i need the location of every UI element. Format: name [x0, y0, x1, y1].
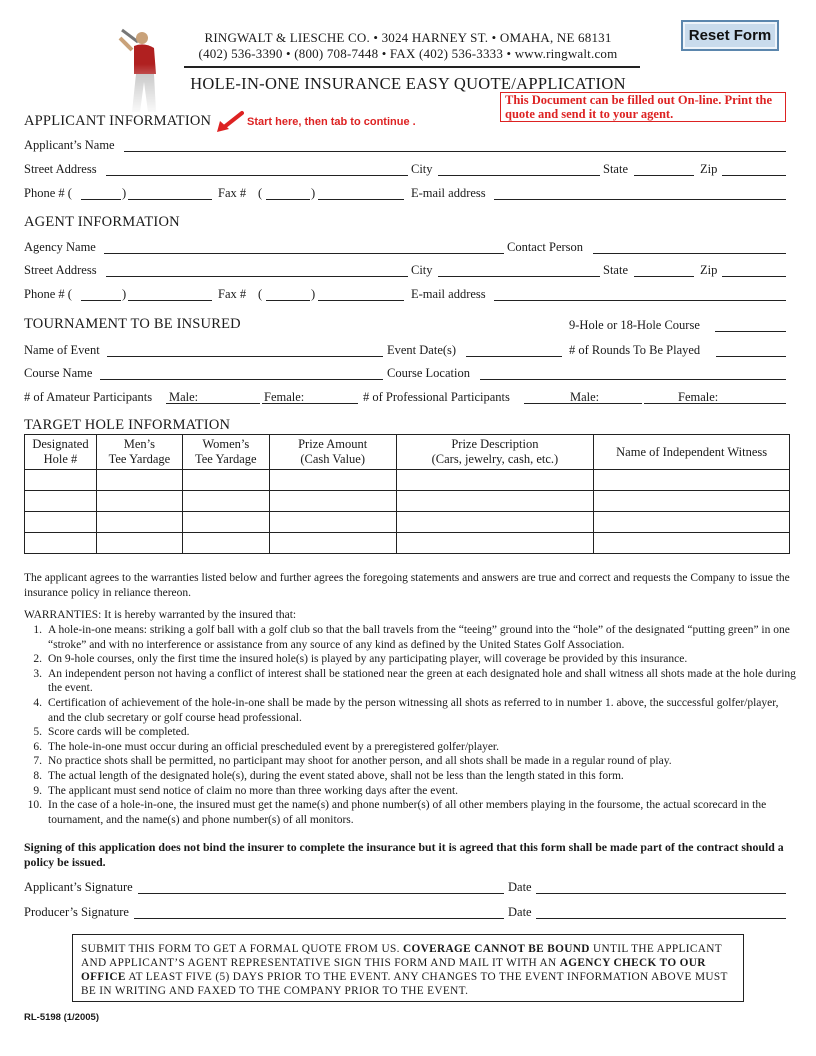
- applicant-street-label: Street Address: [24, 162, 97, 176]
- col-prize-description: [396, 435, 594, 470]
- applicant-zip-field[interactable]: [722, 162, 786, 176]
- form-number: RL-5198 (1/2005): [24, 1012, 99, 1023]
- agent-street-label: Street Address: [24, 263, 97, 277]
- company-contact-line: (402) 536-3390 • (800) 708-7448 • FAX (402) 536-3333 • www.ringwalt.com: [198, 46, 618, 61]
- prize-amount-cell[interactable]: [269, 470, 396, 491]
- agent-fax-field[interactable]: [318, 287, 404, 301]
- col-header-line1: Name of Independent Witness: [616, 444, 768, 459]
- target-hole-table: [24, 434, 790, 554]
- womens-yardage-cell[interactable]: [182, 533, 269, 554]
- agreement-paragraph: The applicant agrees to the warranties listed below and further agrees the foregoing statements and answers are true and correct and requests the Company to issue the insurance policy in reliance thereon.: [24, 572, 790, 599]
- submit-text: AT LEAST FIVE (5) DAYS PRIOR TO THE EVENT. ANY CHANGES TO THE EVENT INFORMATION ABOVE MUST BE IN WRITING AND FAXED TO THE COMPANY PRIOR TO THE EVENT.: [81, 971, 728, 997]
- warranty-text: Certification of achievement of the hole-in-one shall be made by the person witnessing all shots as referred to in number 1. above, the successful golfer/player, and the club secretary or golf course head professional.: [48, 696, 779, 724]
- warranty-item: [24, 725, 796, 740]
- submit-text: UNTIL THE APPLICANT AND APPLICANT’S AGENT REPRESENTATIVE SIGN THIS FORM AND MAIL IT WITH AN: [81, 943, 722, 969]
- table-row: [25, 512, 790, 533]
- agent-city-field[interactable]: [438, 263, 600, 277]
- warranty-item: [24, 769, 796, 784]
- warranty-text: The hole-in-one must occur during an official prescheduled event by a preregistered golfer/player.: [48, 740, 499, 753]
- course-name-label: Course Name: [24, 366, 93, 380]
- agent-phone-area-field[interactable]: [81, 287, 121, 301]
- warranty-item: [24, 623, 796, 652]
- header-rule: [184, 66, 640, 68]
- col-witness: [594, 435, 790, 470]
- warranty-text: No practice shots shall be permitted, no participant may shoot for another person, and all shots shall be made in a regular round of play.: [48, 755, 672, 768]
- witness-cell[interactable]: [594, 512, 790, 533]
- producer-date-field[interactable]: [536, 905, 786, 919]
- applicant-phone-area-field[interactable]: [81, 186, 121, 200]
- applicant-signature-field[interactable]: [138, 880, 504, 894]
- prize-description-cell[interactable]: [396, 491, 594, 512]
- amateur-male-label: Male:: [169, 390, 199, 404]
- agent-state-field[interactable]: [634, 263, 694, 277]
- warranties-intro: WARRANTIES: It is hereby warranted by the insured that:: [24, 609, 297, 621]
- rounds-label: # of Rounds To Be Played: [569, 343, 701, 357]
- form-title: HOLE-IN-ONE INSURANCE EASY QUOTE/APPLICATION: [190, 74, 626, 93]
- mens-yardage-cell[interactable]: [96, 533, 182, 554]
- amateur-female-label: Female:: [264, 390, 305, 404]
- prize-description-cell[interactable]: [396, 512, 594, 533]
- warranty-text: In the case of a hole-in-one, the insured must get the name(s) and phone number(s) of all other members playing in the foursome, the actual scorecard in the tournament, and the name(s) and phone number(s) of all monitors.: [48, 799, 767, 826]
- agent-phone-label: Phone # (: [24, 287, 72, 301]
- warranty-number: 2.: [33, 653, 42, 666]
- col-header-line1: Men’s: [123, 437, 156, 451]
- applicant-name-label: Applicant’s Name: [24, 138, 115, 152]
- event-dates-field[interactable]: [466, 343, 562, 357]
- applicant-state-field[interactable]: [634, 162, 694, 176]
- applicant-fax-paren: ): [311, 186, 316, 200]
- course-name-field[interactable]: [100, 366, 383, 380]
- warranty-number: 4.: [33, 696, 42, 709]
- producer-signature-field[interactable]: [134, 905, 504, 919]
- col-header-line2: Tee Yardage: [108, 452, 171, 466]
- col-header-line2: (Cash Value): [300, 452, 365, 466]
- event-name-field[interactable]: [107, 343, 383, 357]
- applicant-fax-area-field[interactable]: [266, 186, 310, 200]
- womens-yardage-cell[interactable]: [182, 512, 269, 533]
- event-dates-label: Event Date(s): [387, 343, 457, 357]
- agent-section-heading: AGENT INFORMATION: [24, 214, 180, 230]
- red-arrow-icon: [214, 110, 244, 134]
- warranty-number: 10.: [27, 799, 42, 812]
- agent-email-field[interactable]: [494, 287, 786, 301]
- applicant-fax-field[interactable]: [318, 186, 404, 200]
- agent-phone-paren: ): [122, 287, 127, 301]
- warranty-number: 8.: [33, 769, 42, 782]
- agent-email-label: E-mail address: [411, 287, 486, 301]
- warranty-item: [24, 696, 796, 725]
- womens-yardage-cell[interactable]: [182, 491, 269, 512]
- hole-cell[interactable]: [25, 491, 97, 512]
- applicant-signature-label: Applicant’s Signature: [24, 880, 133, 894]
- warranty-text: The applicant must send notice of claim no more than three working days after the event.: [48, 784, 459, 797]
- agency-name-field[interactable]: [104, 240, 504, 254]
- submit-text: SUBMIT THIS FORM TO GET A FORMAL QUOTE FROM US.: [81, 943, 403, 955]
- applicant-state-label: State: [603, 162, 628, 176]
- agent-zip-label: Zip: [700, 263, 718, 277]
- witness-cell[interactable]: [594, 533, 790, 554]
- warranty-number: 9.: [33, 784, 42, 797]
- warranty-number: 7.: [33, 755, 42, 768]
- warranty-text: Score cards will be completed.: [48, 726, 190, 739]
- applicant-city-field[interactable]: [438, 162, 600, 176]
- course-type-field[interactable]: [715, 318, 786, 332]
- col-header-line1: Prize Description: [451, 437, 539, 451]
- hole-cell[interactable]: [25, 470, 97, 491]
- warranty-item: [24, 652, 796, 667]
- col-header-line1: Designated: [32, 437, 89, 451]
- prize-description-cell[interactable]: [396, 470, 594, 491]
- mens-yardage-cell[interactable]: [96, 491, 182, 512]
- producer-date-label: Date: [508, 905, 532, 919]
- col-header-line2: (Cars, jewelry, cash, etc.): [431, 452, 559, 466]
- warranty-number: 1.: [33, 624, 42, 636]
- table-row: [25, 533, 790, 554]
- agent-fax-label: Fax #: [218, 287, 247, 301]
- table-row: [25, 491, 790, 512]
- applicant-date-label: Date: [508, 880, 532, 894]
- target-hole-section-heading: TARGET HOLE INFORMATION: [24, 417, 231, 433]
- company-address-line: RINGWALT & LIESCHE CO. • 3024 HARNEY ST. • OMAHA, NE 68131: [204, 30, 612, 45]
- producer-signature-label: Producer’s Signature: [24, 905, 129, 919]
- applicant-phone-field[interactable]: [128, 186, 212, 200]
- col-header-line2: Hole #: [43, 452, 78, 466]
- amateur-participants-label: # of Amateur Participants: [24, 390, 153, 404]
- tournament-section-heading: TOURNAMENT TO BE INSURED: [24, 316, 241, 332]
- col-header-line2: Tee Yardage: [194, 452, 257, 466]
- contact-person-field[interactable]: [593, 240, 786, 254]
- mens-yardage-cell[interactable]: [96, 470, 182, 491]
- online-notice: This Document can be filled out On-line. Print the quote and send it to your agent.: [500, 92, 786, 122]
- agent-state-label: State: [603, 263, 628, 277]
- prize-amount-cell[interactable]: [269, 491, 396, 512]
- submit-bold-text: COVERAGE CANNOT BE BOUND: [402, 943, 590, 955]
- prize-description-cell[interactable]: [396, 533, 594, 554]
- course-type-label: 9-Hole or 18-Hole Course: [569, 318, 700, 332]
- col-header-line1: Women’s: [202, 437, 250, 451]
- applicant-fax-label: Fax #: [218, 186, 247, 200]
- signing-notice: Signing of this application does not bind the insurer to complete the insurance but it is agreed that this form shall be made part of the contract should a policy be issued.: [24, 840, 784, 869]
- agent-fax-paren-open: (: [258, 287, 263, 301]
- course-location-label: Course Location: [387, 366, 470, 380]
- agent-fax-area-field[interactable]: [266, 287, 310, 301]
- warranty-item: [24, 798, 796, 827]
- event-name-label: Name of Event: [24, 343, 100, 357]
- witness-cell[interactable]: [594, 491, 790, 512]
- hole-cell[interactable]: [25, 533, 97, 554]
- mens-yardage-cell[interactable]: [96, 512, 182, 533]
- agent-zip-field[interactable]: [722, 263, 786, 277]
- col-mens-tee: [96, 435, 182, 470]
- agent-fax-paren: ): [311, 287, 316, 301]
- warranty-item: [24, 740, 796, 755]
- reset-form-button[interactable]: Reset Form: [681, 20, 779, 51]
- warranty-number: 6.: [33, 740, 42, 753]
- warranty-item: [24, 667, 796, 696]
- col-prize-amount: [269, 435, 396, 470]
- hole-cell[interactable]: [25, 512, 97, 533]
- warranty-text: An independent person not having a conflict of interest shall be stationed near the green at each designated hole and shall witness all shots made at the hole during the event.: [48, 667, 796, 695]
- agent-street-field[interactable]: [106, 263, 408, 277]
- warranty-item: [24, 784, 796, 799]
- warranty-text: The actual length of the designated hole(s), during the event stated above, shall not be less than the length stated in this form.: [48, 769, 624, 782]
- start-here-hint: Start here, then tab to continue .: [247, 116, 416, 128]
- prize-amount-cell[interactable]: [269, 533, 396, 554]
- pro-male-label: Male:: [570, 390, 600, 404]
- applicant-fax-paren-open: (: [258, 186, 263, 200]
- submit-instructions-box: [72, 934, 744, 1002]
- col-header-line1: Prize Amount: [298, 437, 368, 451]
- rounds-field[interactable]: [716, 343, 786, 357]
- agent-city-label: City: [411, 263, 433, 277]
- witness-cell[interactable]: [594, 470, 790, 491]
- warranty-number: 3.: [33, 667, 42, 680]
- applicant-phone-label: Phone # (: [24, 186, 72, 200]
- course-location-field[interactable]: [480, 366, 786, 380]
- warranty-item: [24, 754, 796, 769]
- warranty-text: A hole-in-one means: striking a golf ball with a golf club so that the ball travels from the “teeing” ground into the “hole” of the designated “putting green” in one “stroke” and with no interference or assistance from any source of any kind as defined by the United States Golf Association.: [48, 624, 790, 651]
- prize-amount-cell[interactable]: [269, 512, 396, 533]
- pro-female-label: Female:: [678, 390, 719, 404]
- agency-name-label: Agency Name: [24, 240, 96, 254]
- applicant-street-field[interactable]: [106, 162, 408, 176]
- applicant-email-label: E-mail address: [411, 186, 486, 200]
- warranty-text: On 9-hole courses, only the first time the insured hole(s) is played by any participating player, will coverage be provided by this insurance.: [48, 653, 688, 666]
- applicant-date-field[interactable]: [536, 880, 786, 894]
- table-row: [25, 470, 790, 491]
- applicant-email-field[interactable]: [494, 186, 786, 200]
- warranty-number: 5.: [33, 726, 42, 739]
- applicant-zip-label: Zip: [700, 162, 718, 176]
- applicant-phone-paren: ): [122, 186, 127, 200]
- agent-phone-field[interactable]: [128, 287, 212, 301]
- contact-person-label: Contact Person: [507, 240, 584, 254]
- submit-bold-text: AGENCY CHECK TO OUR OFFICE: [81, 957, 706, 983]
- professional-participants-label: # of Professional Participants: [363, 390, 510, 404]
- warranties-list: [24, 623, 796, 827]
- applicant-section-heading: APPLICANT INFORMATION: [24, 113, 212, 129]
- womens-yardage-cell[interactable]: [182, 470, 269, 491]
- col-womens-tee: [182, 435, 269, 470]
- col-designated-hole: [25, 435, 97, 470]
- applicant-city-label: City: [411, 162, 433, 176]
- applicant-name-field[interactable]: [124, 138, 786, 152]
- table-header-row: [25, 435, 790, 470]
